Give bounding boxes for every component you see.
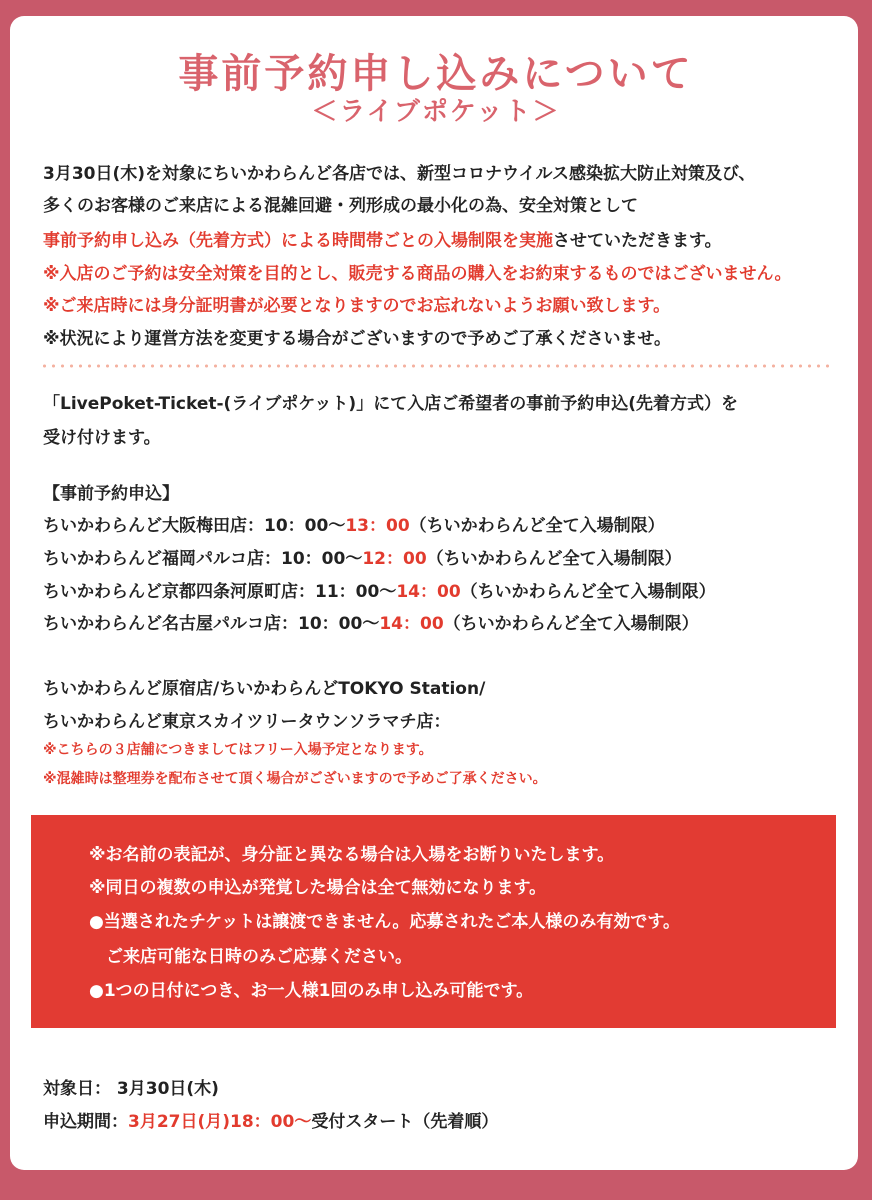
intro-line-3-rest: させていただきます。 — [553, 231, 722, 251]
reservation-heading: 【事前予約申込】 — [43, 484, 179, 504]
free-stores-line-2: ちいかわらんど東京スカイツリータウンソラマチ店： — [43, 712, 451, 732]
rule-item: ※同日の複数の申込が発覚した場合は全て無効になります。 — [89, 878, 547, 898]
period-label: 申込期間： — [43, 1112, 128, 1132]
target-date-value: 3月30日(木) — [116, 1079, 219, 1099]
notice-id-required: ※ご来店時には身分証明書が必要となりますのでお忘れないようお願い致します。 — [43, 296, 671, 316]
livepoket-line-1: 「LivePoket-Ticket-(ライブポケット)」にて入店ご希望者の事前予約申込(先着方式）を — [43, 394, 738, 414]
store-name: ちいかわらんど名古屋パルコ店：10：00〜 — [43, 614, 380, 634]
store-row — [43, 612, 699, 636]
store-name: ちいかわらんど京都四条河原町店：11：00〜 — [43, 582, 397, 602]
store-end-time: 13：00 — [345, 516, 410, 536]
period-rest: 受付スタート（先着順） — [311, 1112, 499, 1132]
store-row — [43, 514, 665, 538]
notice-purchase: ※入店のご予約は安全対策を目的とし、販売する商品の購入をお約束するものではございません。 — [43, 264, 792, 284]
free-entry-note: ※こちらの３店舗につきましてはフリー入場予定となります。 — [43, 742, 433, 758]
store-end-time: 14：00 — [379, 614, 444, 634]
target-date-label: 対象日： — [43, 1079, 111, 1099]
rule-item: ※お名前の表記が、身分証と異なる場合は入場をお断りいたします。 — [89, 845, 615, 865]
page-subtitle: ＜ライブポケット＞ — [311, 97, 561, 127]
rule-item: ●1つの日付につき、お一人様1回のみ申し込み可能です。 — [89, 981, 534, 1001]
store-note: （ちいかわらんど全て入場制限） — [426, 549, 682, 569]
congestion-note: ※混雑時は整理券を配布させて頂く場合がございますので予めご了承ください。 — [43, 771, 547, 787]
store-note: （ちいかわらんど全て入場制限） — [443, 614, 699, 634]
application-period — [43, 1110, 498, 1134]
notice-changes: ※状況により運営方法を変更する場合がございますので予めご了承くださいませ。 — [43, 329, 672, 349]
dotted-divider — [40, 364, 830, 368]
store-name: ちいかわらんど福岡パルコ店：10：00〜 — [43, 549, 363, 569]
intro-line-2: 多くのお客様のご来店による混雑回避・列形成の最小化の為、安全対策として — [43, 196, 638, 216]
store-row — [43, 580, 716, 604]
page-title: 事前予約申し込みについて — [178, 51, 694, 97]
store-name: ちいかわらんど大阪梅田店：10：00〜 — [43, 516, 346, 536]
rule-item: ●当選されたチケットは譲渡できません。応募されたご本人様のみ有効です。 — [89, 912, 680, 932]
period-start: 3月27日(月)18：00〜 — [128, 1112, 312, 1132]
livepoket-line-2: 受け付けます。 — [43, 428, 161, 448]
store-note: （ちいかわらんど全て入場制限） — [409, 516, 665, 536]
target-date — [43, 1077, 219, 1101]
store-row — [43, 547, 682, 571]
store-note: （ちいかわらんど全て入場制限） — [460, 582, 716, 602]
intro-line-3-highlight: 事前予約申し込み（先着方式）による時間帯ごとの入場制限を実施 — [43, 231, 553, 251]
free-stores-line-1: ちいかわらんど原宿店/ちいかわらんどTOKYO Station/ — [43, 679, 486, 699]
store-end-time: 12：00 — [362, 549, 427, 569]
store-end-time: 14：00 — [396, 582, 461, 602]
intro-line-1: 3月30日(木)を対象にちいかわらんど各店では、新型コロナウイルス感染拡大防止対策及び、 — [43, 164, 756, 184]
rule-item: ご来店可能な日時のみご応募ください。 — [89, 947, 412, 967]
intro-line-3 — [43, 229, 722, 253]
